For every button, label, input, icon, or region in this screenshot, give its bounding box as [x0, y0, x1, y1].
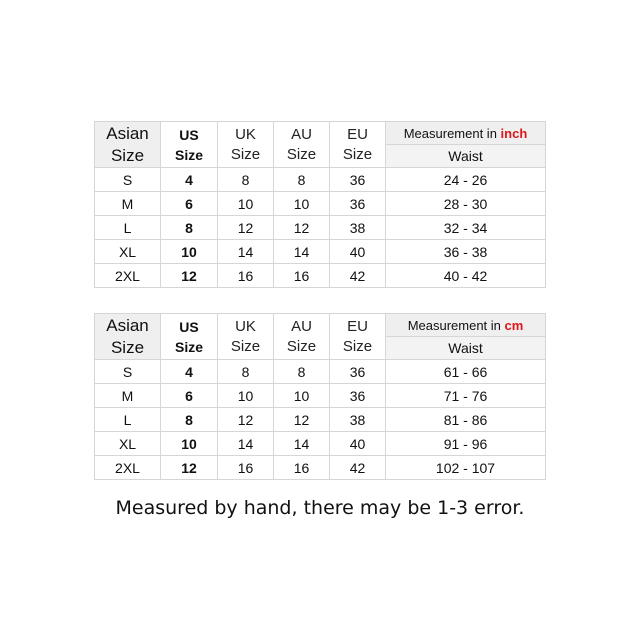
au-size-cell: 12: [274, 408, 330, 432]
waist-range-cell: 40 - 42: [386, 264, 546, 288]
asian-size-cell: 2XL: [95, 264, 161, 288]
us-size-cell: 10: [161, 240, 218, 264]
measurement-note: Measured by hand, there may be 1-3 error.: [115, 497, 525, 519]
waist-range-cell: 71 - 76: [386, 384, 546, 408]
us-size-cell: 12: [161, 456, 218, 480]
table-row: [95, 408, 546, 432]
table-row: [95, 432, 546, 456]
eu-size-cell: 36: [330, 168, 386, 192]
eu-size-cell: 38: [330, 408, 386, 432]
table-row: [95, 384, 546, 408]
unit-label: cm: [504, 317, 524, 333]
asian-size-cell: L: [95, 216, 161, 240]
us-size-header: US Size: [161, 122, 218, 168]
eu-size-cell: 42: [330, 456, 386, 480]
eu-size-cell: 36: [330, 360, 386, 384]
uk-size-cell: 14: [218, 432, 274, 456]
au-size-header: AU Size: [274, 122, 330, 168]
au-size-header: AU Size: [274, 314, 330, 360]
asian-size-header: Asian Size: [95, 314, 161, 360]
asian-size-cell: L: [95, 408, 161, 432]
uk-size-cell: 14: [218, 240, 274, 264]
au-size-cell: 16: [274, 264, 330, 288]
uk-size-cell: 8: [218, 360, 274, 384]
eu-size-cell: 42: [330, 264, 386, 288]
table-body: [95, 168, 546, 288]
au-size-cell: 16: [274, 456, 330, 480]
us-size-cell: 6: [161, 192, 218, 216]
us-size-cell: 4: [161, 360, 218, 384]
unit-label: inch: [500, 125, 528, 141]
eu-size-cell: 40: [330, 432, 386, 456]
waist-range-cell: 81 - 86: [386, 408, 546, 432]
au-size-cell: 10: [274, 192, 330, 216]
eu-size-header: EU Size: [330, 122, 386, 168]
au-size-cell: 12: [274, 216, 330, 240]
au-size-cell: 10: [274, 384, 330, 408]
au-size-cell: 14: [274, 240, 330, 264]
eu-size-cell: 36: [330, 384, 386, 408]
eu-size-header: EU Size: [330, 314, 386, 360]
us-size-cell: 12: [161, 264, 218, 288]
waist-header: Waist: [386, 145, 546, 168]
header-row: [95, 122, 546, 145]
waist-range-cell: 61 - 66: [386, 360, 546, 384]
uk-size-cell: 16: [218, 456, 274, 480]
waist-range-cell: 24 - 26: [386, 168, 546, 192]
asian-size-cell: S: [95, 360, 161, 384]
waist-range-cell: 28 - 30: [386, 192, 546, 216]
us-size-cell: 8: [161, 408, 218, 432]
asian-size-cell: XL: [95, 240, 161, 264]
uk-size-cell: 10: [218, 192, 274, 216]
eu-size-cell: 40: [330, 240, 386, 264]
waist-range-cell: 36 - 38: [386, 240, 546, 264]
asian-size-cell: XL: [95, 432, 161, 456]
table-row: [95, 456, 546, 480]
waist-range-cell: 91 - 96: [386, 432, 546, 456]
table-row: [95, 240, 546, 264]
us-size-header: US Size: [161, 314, 218, 360]
table-row: [95, 168, 546, 192]
waist-range-cell: 102 - 107: [386, 456, 546, 480]
table-row: [95, 192, 546, 216]
au-size-cell: 8: [274, 168, 330, 192]
uk-size-header: UK Size: [218, 314, 274, 360]
table-row: [95, 216, 546, 240]
table-body: [95, 360, 546, 480]
us-size-cell: 10: [161, 432, 218, 456]
header-row: [95, 314, 546, 337]
size-table-cm: [94, 313, 546, 480]
us-size-cell: 8: [161, 216, 218, 240]
asian-size-cell: S: [95, 168, 161, 192]
eu-size-cell: 38: [330, 216, 386, 240]
waist-header: Waist: [386, 337, 546, 360]
uk-size-cell: 12: [218, 408, 274, 432]
asian-size-cell: M: [95, 384, 161, 408]
us-size-cell: 6: [161, 384, 218, 408]
au-size-cell: 14: [274, 432, 330, 456]
au-size-cell: 8: [274, 360, 330, 384]
asian-size-header: Asian Size: [95, 122, 161, 168]
asian-size-cell: M: [95, 192, 161, 216]
size-table-inch: [94, 121, 546, 288]
measurement-header: Measurement in inch: [386, 122, 546, 145]
uk-size-cell: 8: [218, 168, 274, 192]
uk-size-cell: 10: [218, 384, 274, 408]
waist-range-cell: 32 - 34: [386, 216, 546, 240]
table-row: [95, 360, 546, 384]
measurement-header: Measurement in cm: [386, 314, 546, 337]
eu-size-cell: 36: [330, 192, 386, 216]
us-size-cell: 4: [161, 168, 218, 192]
uk-size-cell: 12: [218, 216, 274, 240]
asian-size-cell: 2XL: [95, 456, 161, 480]
uk-size-header: UK Size: [218, 122, 274, 168]
uk-size-cell: 16: [218, 264, 274, 288]
table-row: [95, 264, 546, 288]
